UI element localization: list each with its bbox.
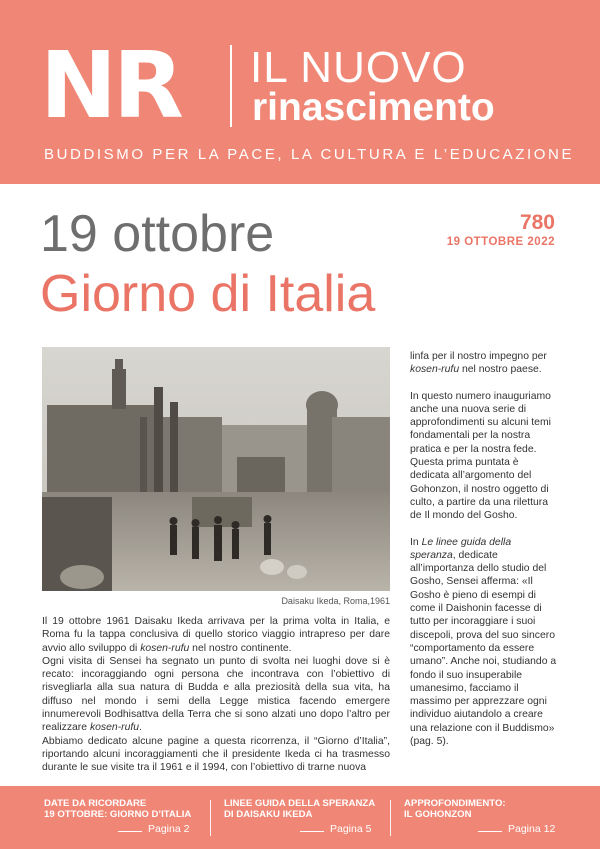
footer-item-linee-guida[interactable]: LINEE GUIDA DELLA SPERANZA DI DAISAKU IKEDA [224,798,376,820]
issue-date: 19 OTTOBRE 2022 [446,236,555,248]
footer-divider [390,800,391,836]
footer-item-approfondimento[interactable]: APPROFONDIMENTO: IL GOHONZON [404,798,506,820]
headline-line2: Giorno di Italia [40,265,376,323]
brand-name-line2: rinascimento [252,86,495,129]
footer-page-rule [478,831,502,832]
article-right-column [410,350,558,761]
footer-page-rule [118,831,142,832]
article-paragraph: In questo numero inauguriamo anche una nuova serie di approfondimenti su alcuni temi fondamentali per la nostra pratica e per la nostra fede. Questa prima puntata è dedicata all’argomento del Gohonzon, il nostro oggetto di culto, a partire da una rilettura de Il mondo del Gosho. [410,390,551,522]
issue-number: 780 [519,211,555,234]
footer-page-ref[interactable]: Pagina 12 [508,823,556,835]
masthead [0,0,600,184]
article-paragraph: Il 19 ottobre 1961 Daisaku Ikeda arrivava per la prima volta in Italia, e Roma fu la tappa conclusiva di quello storico viaggio intrapreso per dare avvio allo sviluppo di kosen-rufu nel nostro continente. [42,616,390,654]
footer-item-date-da-ricordare[interactable]: DATE DA RICORDARE 19 OTTOBRE: GIORNO D’ITALIA [44,798,192,820]
brand-name-line1: IL NUOVO [250,43,467,92]
footer-contents [0,786,600,849]
article-paragraph: Ogni visita di Sensei ha segnato un punto di svolta nei luoghi dove si è recato: incoraggiando ogni persona che incontrava con l’obiettivo di risvegliarla alla sua natura di Budda e alla preziosità della sua vita, ha diffuso nel mondo i semi della Legge mistica facendo emergere innumerevoli Bodhisattva della Terra che si sono alzati uno dopo l’altro per realizzare kosen-rufu. [42,655,390,734]
article-paragraph: Abbiamo dedicato alcune pagine a questa ricorrenza, il “Giorno d’Italia”, riportando alcuni incoraggiamenti che il presidente Ikeda ci ha trasmesso durante le sue visite tra il 1961 e il 1994, con l’obiettivo di trarne nuova [42,735,390,774]
article-paragraph: In Le linee guida della speranza, dedicate all’importanza dello studio del Gosho, Sensei afferma: «Il Gosho è pieno di esempi di come il Daishonin facesse di tutto per incoraggiare i suoi discepoli, prova del suo sincero “comportamento da essere umano”. Anche noi, studiando a fondo il suo insuperabile umanesimo, facciamo il massimo per apprezzare ogni individuo aiutandolo a creare una relazione con il Buddismo» (pag. 5). [410,536,557,748]
footer-page-ref[interactable]: Pagina 5 [330,823,372,835]
headline-line1: 19 ottobre [40,205,275,263]
footer-divider [210,800,211,836]
nr-logo: NR [40,32,180,139]
photo-caption: Daisaku Ikeda, Roma,1961 [281,596,390,606]
logo-divider [230,45,232,127]
article-paragraph: linfa per il nostro impegno per kosen-rufu nel nostro paese. [410,351,547,376]
tagline: BUDDISMO PER LA PACE, LA CULTURA E L’EDUCAZIONE [44,146,575,163]
footer-page-rule [300,831,324,832]
forum-photo [42,347,390,591]
footer-page-ref[interactable]: Pagina 2 [148,823,190,835]
article-left-column [42,615,390,775]
